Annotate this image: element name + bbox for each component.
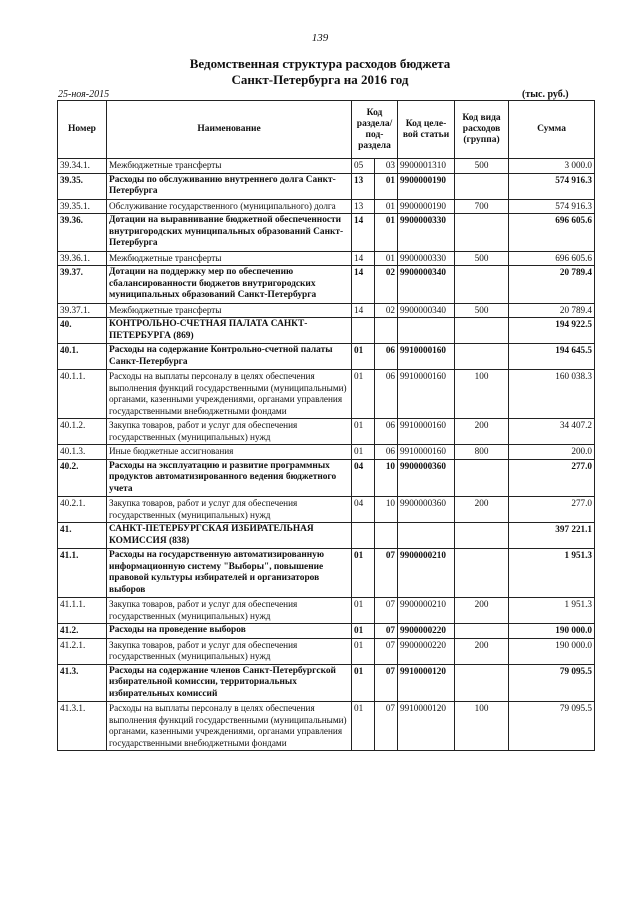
row-amount: 160 038.3: [509, 370, 595, 419]
table-row: [58, 303, 595, 318]
row-section-code: 01: [352, 598, 375, 624]
row-number: 41.3.1.: [58, 702, 107, 751]
header-number: Номер: [58, 101, 107, 159]
row-target-code: 9900000360: [398, 459, 455, 497]
header-name: Наименование: [107, 101, 352, 159]
row-amount: 696 605.6: [509, 214, 595, 252]
row-amount: 200.0: [509, 445, 595, 460]
row-expense-type: 200: [455, 598, 509, 624]
row-name: Межбюджетные трансферты: [107, 251, 352, 266]
table-row: [58, 344, 595, 370]
row-number: 40.1.1.: [58, 370, 107, 419]
row-expense-type: 500: [455, 159, 509, 174]
row-target-code: 9910000160: [398, 445, 455, 460]
row-name: Закупка товаров, работ и услуг для обеспечения государственных (муниципальных) нужд: [107, 638, 352, 664]
row-subsection-code: 01: [375, 251, 398, 266]
row-target-code: [398, 523, 455, 549]
table-row: [58, 199, 595, 214]
row-target-code: 9900000220: [398, 638, 455, 664]
row-number: 40.: [58, 318, 107, 344]
row-expense-type: 700: [455, 199, 509, 214]
row-section-code: 01: [352, 638, 375, 664]
table-row: [58, 664, 595, 702]
row-amount: 34 407.2: [509, 419, 595, 445]
row-subsection-code: 01: [375, 173, 398, 199]
row-section-code: 01: [352, 549, 375, 598]
row-subsection-code: 10: [375, 497, 398, 523]
table-row: [58, 638, 595, 664]
row-name: Межбюджетные трансферты: [107, 159, 352, 174]
table-row: [58, 419, 595, 445]
row-expense-type: 100: [455, 702, 509, 751]
row-name: Расходы на выплаты персоналу в целях обеспечения выполнения функций государственными (муниципальными) органами, казенными учреждениями, органами управления государственными внебюджетными фондами: [107, 370, 352, 419]
table-row: [58, 523, 595, 549]
row-target-code: 9910000160: [398, 344, 455, 370]
row-amount: 1 951.3: [509, 598, 595, 624]
row-subsection-code: 07: [375, 638, 398, 664]
row-section-code: 01: [352, 419, 375, 445]
row-name: Расходы по обслуживанию внутреннего долга Санкт-Петербурга: [107, 173, 352, 199]
row-amount: 1 951.3: [509, 549, 595, 598]
row-section-code: 04: [352, 459, 375, 497]
row-expense-type: 800: [455, 445, 509, 460]
row-expense-type: [455, 173, 509, 199]
row-amount: 3 000.0: [509, 159, 595, 174]
row-target-code: 9900000360: [398, 497, 455, 523]
row-amount: 190 000.0: [509, 624, 595, 639]
row-target-code: 9900000190: [398, 199, 455, 214]
row-number: 39.35.1.: [58, 199, 107, 214]
row-expense-type: 100: [455, 370, 509, 419]
row-subsection-code: [375, 318, 398, 344]
row-subsection-code: 06: [375, 344, 398, 370]
row-target-code: 9900000190: [398, 173, 455, 199]
row-subsection-code: 07: [375, 598, 398, 624]
row-name: Закупка товаров, работ и услуг для обеспечения государственных (муниципальных) нужд: [107, 419, 352, 445]
row-name: Расходы на выплаты персоналу в целях обеспечения выполнения функций государственными (муниципальными) органами, казенными учреждениями, органами управления государственными внебюджетными фондами: [107, 702, 352, 751]
row-subsection-code: 03: [375, 159, 398, 174]
table-row: [58, 159, 595, 174]
row-subsection-code: 06: [375, 445, 398, 460]
table-row: [58, 318, 595, 344]
row-subsection-code: 02: [375, 303, 398, 318]
row-subsection-code: 07: [375, 664, 398, 702]
row-subsection-code: 01: [375, 214, 398, 252]
row-target-code: 9900001310: [398, 159, 455, 174]
row-expense-type: [455, 266, 509, 304]
row-name: Расходы на эксплуатацию и развитие программных продуктов автоматизированного ведения бюджетного учета: [107, 459, 352, 497]
row-name: Обслуживание государственного (муниципального) долга: [107, 199, 352, 214]
row-number: 41.3.: [58, 664, 107, 702]
row-expense-type: [455, 523, 509, 549]
row-target-code: 9900000340: [398, 303, 455, 318]
row-number: 41.2.1.: [58, 638, 107, 664]
row-number: 39.35.: [58, 173, 107, 199]
row-subsection-code: 06: [375, 370, 398, 419]
row-expense-type: 200: [455, 497, 509, 523]
page-number: 139: [311, 32, 329, 44]
row-subsection-code: 02: [375, 266, 398, 304]
row-target-code: 9910000120: [398, 702, 455, 751]
row-expense-type: [455, 344, 509, 370]
row-number: 39.36.1.: [58, 251, 107, 266]
row-section-code: 01: [352, 445, 375, 460]
row-name: Закупка товаров, работ и услуг для обеспечения государственных (муниципальных) нужд: [107, 598, 352, 624]
table-row: [58, 266, 595, 304]
row-number: 40.2.1.: [58, 497, 107, 523]
row-expense-type: [455, 664, 509, 702]
row-number: 40.1.3.: [58, 445, 107, 460]
row-target-code: 9910000160: [398, 419, 455, 445]
row-name: Дотации на поддержку мер по обеспечению сбалансированности бюджетов внутригородских муниципальных образований Санкт-Петербурга: [107, 266, 352, 304]
row-target-code: 9900000340: [398, 266, 455, 304]
row-target-code: 9910000160: [398, 370, 455, 419]
row-name: Расходы на содержание Контрольно-счетной палаты Санкт-Петербурга: [107, 344, 352, 370]
row-expense-type: 200: [455, 419, 509, 445]
row-amount: 194 922.5: [509, 318, 595, 344]
header-amount: Сумма: [509, 101, 595, 159]
row-amount: 277.0: [509, 459, 595, 497]
row-number: 39.34.1.: [58, 159, 107, 174]
row-number: 40.1.2.: [58, 419, 107, 445]
row-number: 40.2.: [58, 459, 107, 497]
row-expense-type: [455, 624, 509, 639]
header-target-code: Код целе-вой статьи: [398, 101, 455, 159]
row-target-code: [398, 318, 455, 344]
row-name: Закупка товаров, работ и услуг для обеспечения государственных (муниципальных) нужд: [107, 497, 352, 523]
row-amount: 190 000.0: [509, 638, 595, 664]
row-amount: 20 789.4: [509, 303, 595, 318]
row-section-code: 13: [352, 199, 375, 214]
row-target-code: 9900000330: [398, 214, 455, 252]
row-amount: 194 645.5: [509, 344, 595, 370]
row-name: КОНТРОЛЬНО-СЧЕТНАЯ ПАЛАТА САНКТ-ПЕТЕРБУРГА (869): [107, 318, 352, 344]
row-expense-type: 200: [455, 638, 509, 664]
row-subsection-code: 07: [375, 549, 398, 598]
row-expense-type: 500: [455, 303, 509, 318]
header-expense-type: Код вида расходов (группа): [455, 101, 509, 159]
row-name: Межбюджетные трансферты: [107, 303, 352, 318]
table-row: [58, 459, 595, 497]
row-name: Дотации на выравнивание бюджетной обеспеченности внутригородских муниципальных образований Санкт-Петербурга: [107, 214, 352, 252]
row-amount: 20 789.4: [509, 266, 595, 304]
row-subsection-code: [375, 523, 398, 549]
row-name: Расходы на проведение выборов: [107, 624, 352, 639]
row-subsection-code: 10: [375, 459, 398, 497]
row-section-code: 01: [352, 624, 375, 639]
row-section-code: 05: [352, 159, 375, 174]
units-label: (тыс. руб.): [522, 89, 569, 100]
row-target-code: 9910000120: [398, 664, 455, 702]
row-section-code: 14: [352, 214, 375, 252]
budget-table: [57, 100, 595, 751]
report-date: 25-ноя-2015: [58, 89, 110, 100]
row-number: 41.1.: [58, 549, 107, 598]
row-expense-type: [455, 459, 509, 497]
row-section-code: 13: [352, 173, 375, 199]
row-name: САНКТ-ПЕТЕРБУРГСКАЯ ИЗБИРАТЕЛЬНАЯ КОМИССИЯ (838): [107, 523, 352, 549]
row-subsection-code: 06: [375, 419, 398, 445]
table-row: [58, 702, 595, 751]
row-number: 39.37.1.: [58, 303, 107, 318]
row-expense-type: [455, 214, 509, 252]
row-number: 41.: [58, 523, 107, 549]
table-row: [58, 214, 595, 252]
row-target-code: 9900000330: [398, 251, 455, 266]
row-expense-type: [455, 318, 509, 344]
table-row: [58, 624, 595, 639]
row-section-code: 01: [352, 344, 375, 370]
row-name: Расходы на содержание членов Санкт-Петербургской избирательной комиссии, территориальных избирательных комиссий: [107, 664, 352, 702]
row-amount: 79 095.5: [509, 702, 595, 751]
table-row: [58, 549, 595, 598]
header-section-code: Код раздела/ под-раздела: [352, 101, 398, 159]
title-line-1: Ведомственная структура расходов бюджета: [189, 56, 451, 71]
row-section-code: 04: [352, 497, 375, 523]
row-subsection-code: 07: [375, 702, 398, 751]
row-section-code: 01: [352, 664, 375, 702]
table-row: [58, 173, 595, 199]
row-number: 40.1.: [58, 344, 107, 370]
row-section-code: [352, 318, 375, 344]
row-expense-type: 500: [455, 251, 509, 266]
row-number: 39.37.: [58, 266, 107, 304]
row-amount: 574 916.3: [509, 173, 595, 199]
row-name: Расходы на государственную автоматизированную информационную систему "Выборы", повышение правовой культуры избирателей и организаторов выборов: [107, 549, 352, 598]
table-header-row: [58, 101, 595, 159]
row-number: 41.1.1.: [58, 598, 107, 624]
row-name: Иные бюджетные ассигнования: [107, 445, 352, 460]
row-expense-type: [455, 549, 509, 598]
row-number: 41.2.: [58, 624, 107, 639]
row-target-code: 9900000210: [398, 598, 455, 624]
row-subsection-code: 07: [375, 624, 398, 639]
row-amount: 574 916.3: [509, 199, 595, 214]
table-row: [58, 370, 595, 419]
row-amount: 79 095.5: [509, 664, 595, 702]
row-number: 39.36.: [58, 214, 107, 252]
row-amount: 696 605.6: [509, 251, 595, 266]
row-amount: 277.0: [509, 497, 595, 523]
row-target-code: 9900000220: [398, 624, 455, 639]
row-section-code: 01: [352, 370, 375, 419]
row-section-code: 14: [352, 303, 375, 318]
table-row: [58, 445, 595, 460]
table-row: [58, 497, 595, 523]
title-line-2: Санкт-Петербурга на 2016 год: [231, 72, 409, 87]
table-row: [58, 251, 595, 266]
row-section-code: 01: [352, 702, 375, 751]
row-amount: 397 221.1: [509, 523, 595, 549]
row-section-code: [352, 523, 375, 549]
table-row: [58, 598, 595, 624]
row-section-code: 14: [352, 266, 375, 304]
row-subsection-code: 01: [375, 199, 398, 214]
row-section-code: 14: [352, 251, 375, 266]
row-target-code: 9900000210: [398, 549, 455, 598]
page-title: [0, 56, 640, 88]
